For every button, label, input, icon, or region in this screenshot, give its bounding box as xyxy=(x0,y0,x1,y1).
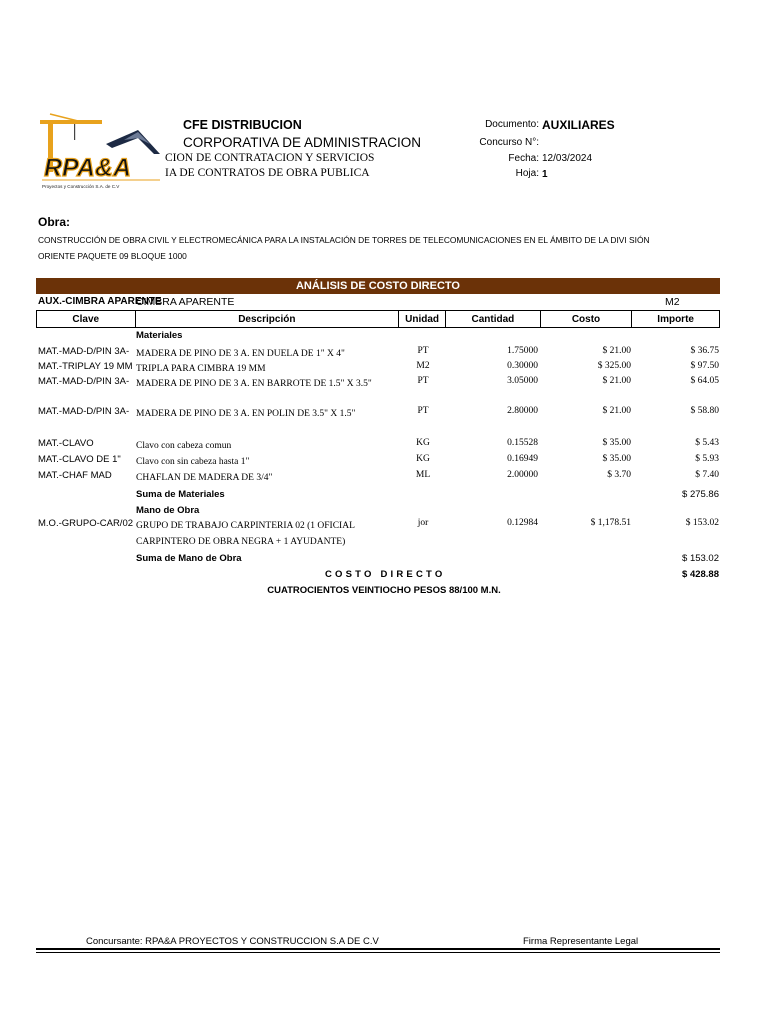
row-desc: GRUPO DE TRABAJO CARPINTERIA 02 (1 OFICIAL CARPINTERO DE OBRA NEGRA + 1 AYUDANTE) xyxy=(136,521,355,547)
row-unit: KG xyxy=(416,438,430,448)
row-imp: $ 97.50 xyxy=(690,361,719,371)
fecha-value: 12/03/2024 xyxy=(542,153,593,164)
row-imp: $ 153.02 xyxy=(685,518,719,528)
row-desc: MADERA DE PINO DE 3 A. EN DUELA DE 1" X 4" xyxy=(136,349,345,359)
col-importe: Importe xyxy=(632,311,720,328)
row-cost: $ 35.00 xyxy=(602,438,631,448)
row-unit: KG xyxy=(416,454,430,464)
obra-description: CONSTRUCCIÓN DE OBRA CIVIL Y ELECTROMECÁNICA PARA LA INSTALACIÓN DE TORRES DE TELECOMUNICACIONES EN EL ÁMBITO DE LA DIVI SIÓN ORIENTE PAQUETE 09 BLOQUE 1000 xyxy=(38,235,650,261)
fecha-label: Fecha: xyxy=(508,153,539,164)
crane-logo-icon xyxy=(38,114,163,196)
col-cantidad: Cantidad xyxy=(446,311,541,328)
mano-obra-title: Mano de Obra xyxy=(136,505,200,516)
col-descripcion: Descripción xyxy=(135,311,399,328)
row-qty: 0.30000 xyxy=(507,361,538,371)
row-cost: $ 3.70 xyxy=(607,470,631,480)
row-unit: PT xyxy=(417,376,429,386)
row-imp: $ 7.40 xyxy=(695,470,719,480)
row-qty: 0.12984 xyxy=(507,518,538,528)
row-imp: $ 5.93 xyxy=(695,454,719,464)
row-cost: $ 21.00 xyxy=(602,406,631,416)
header-line-2: CION DE CONTRATACION Y SERVICIOS xyxy=(165,152,375,164)
header-line-3: IA DE CONTRATOS DE OBRA PUBLICA xyxy=(165,167,370,179)
footer-rule-thin xyxy=(36,952,720,953)
section-banner: ANÁLISIS DE COSTO DIRECTO xyxy=(36,278,720,294)
row-imp: $ 5.43 xyxy=(695,438,719,448)
row-desc: Clavo con sin cabeza hasta 1" xyxy=(136,457,250,467)
mano-obra-sum-label: Suma de Mano de Obra xyxy=(136,553,242,564)
row-unit: jor xyxy=(417,518,429,528)
col-costo: Costo xyxy=(540,311,632,328)
row-desc: CHAFLAN DE MADERA DE 3/4" xyxy=(136,473,273,483)
amount-in-words: CUATROCIENTOS VEINTIOCHO PESOS 88/100 M.N. xyxy=(267,585,501,596)
row-imp: $ 58.80 xyxy=(690,406,719,416)
row-code: MAT.-TRIPLAY 19 MM xyxy=(38,361,133,372)
row-code: MAT.-CLAVO DE 1" xyxy=(38,454,121,465)
column-headers xyxy=(36,310,720,328)
row-desc: Clavo con cabeza comun xyxy=(136,441,232,451)
concurso-label: Concurso N°: xyxy=(479,137,539,148)
row-unit: PT xyxy=(417,406,429,416)
costo-directo-value: $ 428.88 xyxy=(682,569,719,580)
row-qty: 2.80000 xyxy=(507,406,538,416)
costo-directo-label: COSTO DIRECTO xyxy=(325,569,446,580)
hoja-label: Hoja: xyxy=(515,168,539,179)
aux-unit: M2 xyxy=(665,296,680,308)
row-desc: TRIPLA PARA CIMBRA 19 MM xyxy=(136,364,266,374)
row-imp: $ 64.05 xyxy=(690,376,719,386)
col-clave: Clave xyxy=(37,311,136,328)
aux-description: CIMBRA APARENTE xyxy=(136,296,235,308)
row-code: MAT.-CHAF MAD xyxy=(38,470,112,481)
company-logo xyxy=(38,114,163,196)
materiales-sum-label: Suma de Materiales xyxy=(136,489,225,500)
row-code: MAT.-MAD-D/PIN 3A- xyxy=(38,376,130,387)
row-cost: $ 325.00 xyxy=(597,361,631,371)
footer-rule xyxy=(36,948,720,950)
row-code: MAT.-MAD-D/PIN 3A- xyxy=(38,406,130,417)
row-qty: 3.05000 xyxy=(507,376,538,386)
row-cost: $ 35.00 xyxy=(602,454,631,464)
materiales-title: Materiales xyxy=(136,330,183,341)
documento-value: AUXILIARES xyxy=(542,118,615,132)
header-line-1: CORPORATIVA DE ADMINISTRACION xyxy=(183,135,422,150)
row-desc: MADERA DE PINO DE 3 A. EN BARROTE DE 1.5" X 3.5" xyxy=(136,379,372,389)
documento-label: Documento: xyxy=(485,119,539,130)
row-qty: 2.00000 xyxy=(507,470,538,480)
logo-subtitle: Proyectos y Construcción S.A. de C.V xyxy=(42,184,120,189)
client-name: CFE DISTRIBUCION xyxy=(183,118,302,132)
row-qty: 1.75000 xyxy=(507,346,538,356)
row-unit: M2 xyxy=(416,361,430,371)
row-code: MAT.-MAD-D/PIN 3A- xyxy=(38,346,130,357)
row-imp: $ 36.75 xyxy=(690,346,719,356)
row-unit: ML xyxy=(415,470,431,480)
row-cost: $ 1,178.51 xyxy=(590,518,631,528)
row-qty: 0.15528 xyxy=(507,438,538,448)
materiales-sum-value: $ 275.86 xyxy=(682,489,719,500)
row-code: MAT.-CLAVO xyxy=(38,438,94,449)
row-unit: PT xyxy=(417,346,429,356)
footer-concursante: Concursante: RPA&A PROYECTOS Y CONSTRUCCION S.A DE C.V xyxy=(86,936,379,947)
col-unidad: Unidad xyxy=(399,311,446,328)
row-code: M.O.-GRUPO-CAR/02 xyxy=(38,518,134,529)
row-desc: MADERA DE PINO DE 3 A. EN POLIN DE 3.5" X 1.5" xyxy=(136,409,356,419)
hoja-value: 1 xyxy=(542,169,548,180)
obra-label: Obra: xyxy=(38,215,71,229)
row-cost: $ 21.00 xyxy=(602,346,631,356)
aux-code: AUX.-CIMBRA APARENTE xyxy=(38,296,162,307)
footer-firma: Firma Representante Legal xyxy=(523,936,639,947)
row-qty: 0.16949 xyxy=(507,454,538,464)
logo-wordmark: RPA&A xyxy=(44,154,132,182)
mano-obra-sum-value: $ 153.02 xyxy=(682,553,719,564)
row-cost: $ 21.00 xyxy=(602,376,631,386)
